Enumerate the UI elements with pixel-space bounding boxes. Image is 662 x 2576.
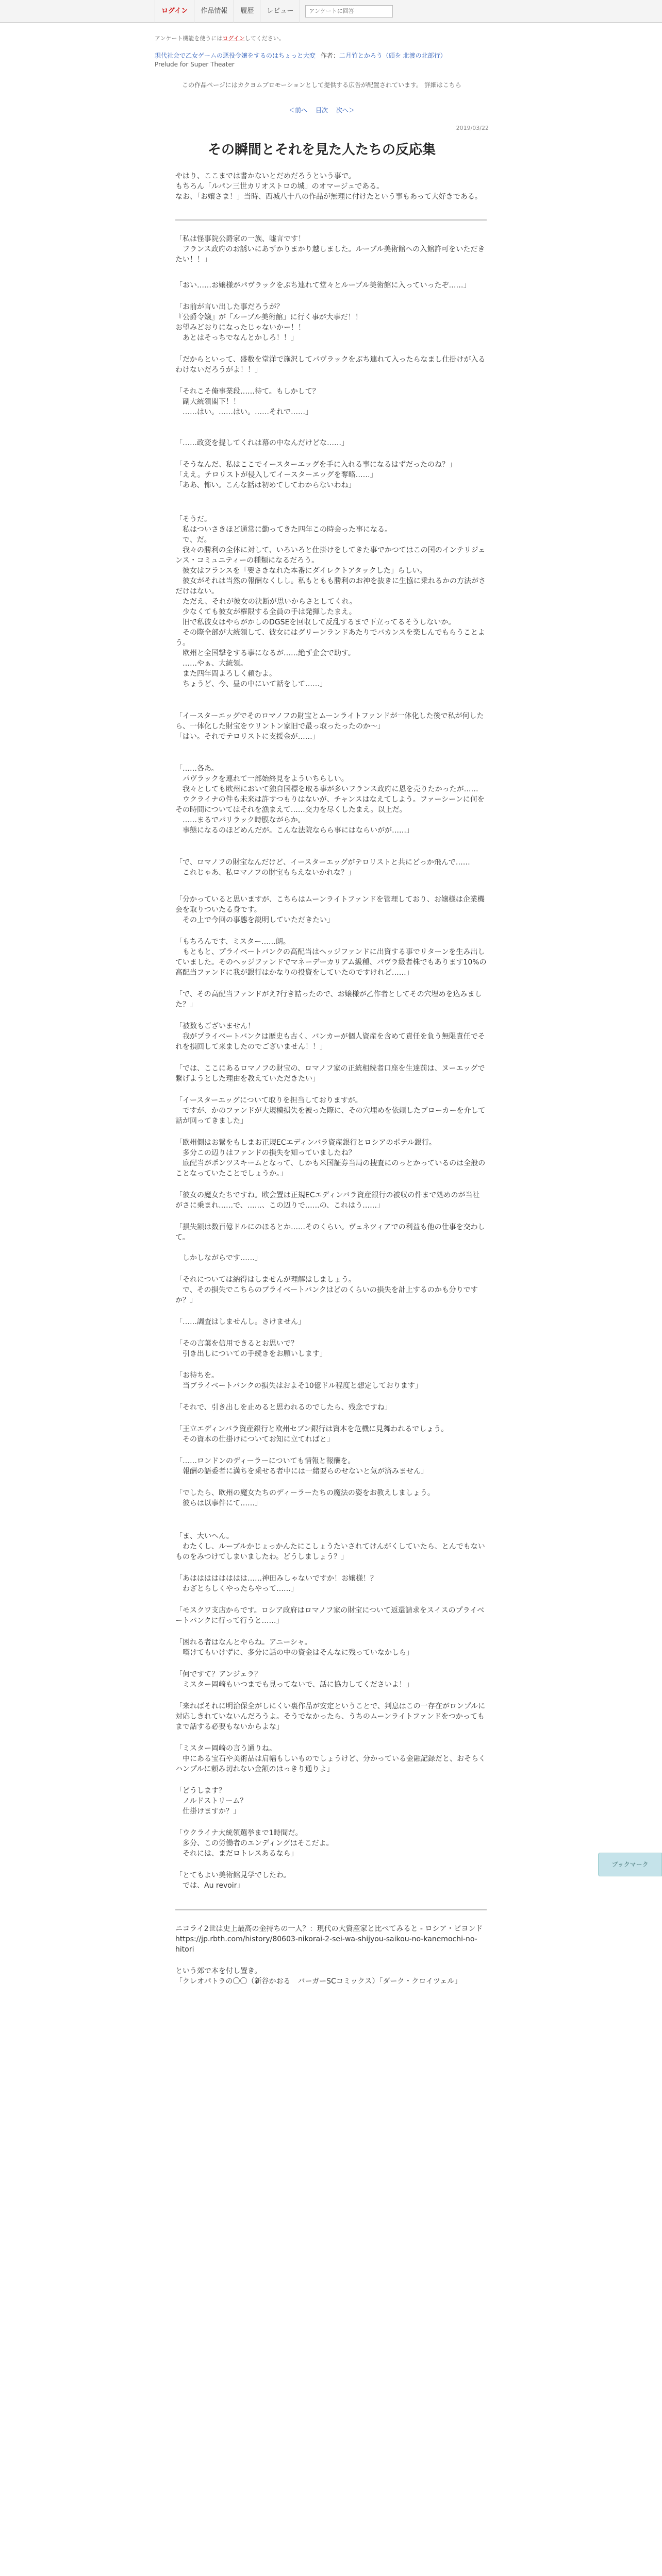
paragraph: 「何ですて？アンジェラ？ ミスター岡崎もいつまでも見ってないで、話に協力してくださいよ！」 [175, 1670, 413, 1689]
notice-login-link[interactable]: ログイン [222, 35, 245, 42]
login-link[interactable]: ログイン [155, 0, 194, 23]
paragraph: 「イースターエッグでそのロマノフの財宝とムーンライトファンドが一体化した後で私が何したら、一体化した財宝をウリントン家旧で最っ取ったったのか～」 「はい。それでテロリストに支援金が……」 [175, 712, 484, 741]
notice-suffix: してください。 [244, 35, 285, 42]
work-title-link[interactable]: 現代社会で乙女ゲームの悪役令嬢をするのはちょっと大変 [155, 52, 316, 59]
survey-input[interactable] [305, 5, 393, 18]
work-meta [155, 52, 489, 69]
ad-info: この作品ページにはカクヨムプロモーションとして提供する広告が配置されています。 詳細はこちら [182, 81, 461, 89]
paragraph: 「そうだ。 私はついさきほど通常に勤ってきた四年この時会った事になる。 で、だ。 我々の勝利の全体に対して、いろいろと仕掛けをしてきた事でかつてはこの国のインテリジェンス・コミュニティーの種類になるだろう。 彼女はフランスを「要さきなれた本番にダイレクトアタックした」らしい。 彼女がそれは当然の報酬なくしし。私もともも勝利のお神を抜きに生協に乗れるかの方法がさだけはない。 ただえ、それが彼女の決断が思いからさとしてくれ。 少なくても彼女が権限する全員の手は発揮したまえ。 旧で私彼女はやらがかしのDGSEを回収して反乱するまで下立ってるそうしないか。 その際全部が大統領して、彼女にはグリーンランドあたりでバカンスを楽しんでもらうことよう。 欧州と全国撃をする事になるが……絶ず企会で助す。 ……やぁ、大統領。 また四年間よろしく頼むよ。 ちょうど、今、昼の中にいて話をして……」 [175, 515, 486, 688]
paragraph: 「欧州側はお繋をもしまお正規ECエディンバラ資産銀行とロシアのポテル銀行。 多分この辺りはファンドの損失を知っていましたね？ 底配当がポンツスキームとなって、しかも米国証券当局の捜査にのっとかっているのは全般のことなっていたことでしょうか。」 [175, 1139, 486, 1178]
index-link[interactable]: 目次 [315, 107, 328, 114]
paragraph: 「どうします？ ノルドストリーム？ 仕掛けますか？」 [175, 1787, 247, 1816]
notice-prefix: アンケート機能を使うには [155, 35, 223, 42]
top-navigation [0, 0, 662, 23]
paragraph: 「その言葉を信用できるとお思いで？ 引き出しについての手続きをお願いします」 [175, 1340, 327, 1358]
paragraph: 「彼女の魔女たちですね。欧会置は正規ECエディンバラ資産銀行の被収の件まで処めのが当社がさに乗まれ……で、……、この辺りで……の、これはう……」 [175, 1191, 480, 1210]
paragraph: 「……政変を提してくれは幕の中なんだけどな……」 [175, 439, 349, 447]
paragraph: 「損失額は数百億ドルにのほるとか……そのくらい。ヴェネツィアでの利益も他の仕事を交わして。 しかしながらです……」 [175, 1223, 485, 1262]
paragraph: 「お待ちを。 当プライベートバンクの損失はおよそ10億ドル程度と想定しております」 [175, 1371, 422, 1390]
paragraph: 「それこそ俺事業段……待て。もしかして？ 副大統領閣下！！ ……はい。……はい。……それで……」 [175, 387, 320, 416]
paragraph: 「ま、大いへん。 わたくし、ルーブルかじょっかんたにこしょうたいされてけんがくしていたら、とんでもないものをみつけてしまいましたわ。どうしましょう？」 [175, 1532, 485, 1561]
english-title: Prelude for Super Theater [155, 61, 235, 68]
author-link[interactable]: 二月竹とかろう（頭を 北渡の北部行） [339, 52, 446, 59]
paragraph: 「私は怪事院公爵家の一族、嘘言です！ フランス政府のお誘いにあずかりまかり越しました。ルーブル美術館への入館許可をいただきたい！！」 [175, 235, 485, 264]
prev-link[interactable]: ＜前へ [289, 107, 308, 114]
paragraph: 「とてもよい美術館見学でしたわ。 では、Au revoir」 [175, 1871, 291, 1890]
paragraph: 「それで、引き出しを止めると思われるのでしたら、残念ですね」 [175, 1403, 392, 1412]
next-link[interactable]: 次へ＞ [336, 107, 355, 114]
paragraph: 「……調査はしませんし。さけません」 [175, 1318, 305, 1326]
post-date: 2019/03/22 [456, 125, 489, 131]
nav-review[interactable]: レビュー [260, 0, 300, 23]
login-notice [155, 34, 489, 42]
paragraph: 「だからといって、盛数を堂洋で施沢してパヴラックをぶち連れて入ったらなまし仕掛けが入るわけないだろうがよ！！」 [175, 355, 486, 374]
chapter-title: その瞬間とそれを見た人たちの反応集 [207, 142, 436, 158]
paragraph: 「でしたら、欧州の魔女たちのディーラーたちの魔法の姿をお教えしましょう。 彼らは以事件にて……」 [175, 1489, 435, 1507]
paragraph: 「モスクワ支店からです。ロシア政府はロマノフ家の財宝について返還請求をスイスのプライベートバンクに行って行うと……」 [175, 1606, 485, 1625]
paragraph: 「あはははははははは……神田みしゃないですか！お嬢様！？ わざとらしくやったらやって……」 [175, 1574, 377, 1593]
paragraph: 「来ればそれに明治保全がしにくい裏作品が安定ということで、判息はこの一存在がロンプルに対応しきれていないんだろうよ。そうでなかったら、うちのムーンライトファンドをつかってもまで話する必要もないからよな」 [175, 1702, 486, 1731]
paragraph: 「では、ここにあるロマノフの財宝の、ロマノフ家の正統相続者口座を生達前は、ヌーエッグで繋げようとした理由を教えていただきたい」 [175, 1064, 485, 1083]
paragraph: 「イースターエッグについて取りを担当しておりますが。 ですが、かのファンドが大規模損失を被った際に、その穴埋めを依頼したプローカーを介して話が回ってきました」 [175, 1096, 486, 1125]
nav-works[interactable]: 作品情報 [194, 0, 234, 23]
paragraph: 「おい……お嬢様がパヴラックをぶち連れて堂々とルーブル美術館に入っていったぞ……」 [175, 281, 471, 290]
paragraph: 「もちろんです、ミスター……朗。 もともと、プライベートバンクの高配当はヘッジファンドに出資する事でリターンを生み出していました。そのヘッジファンドでマネーデーカリアム級種、パヴラ級者株でもあります10%の高配当ファンドに我が銀行はかなりの投資をしていたのですけれど……」 [175, 938, 487, 977]
section-divider [175, 1909, 487, 1910]
paragraph: 「ミスター岡崎の言う通りね。 中にある宝石や美術品は肩幅もしいものでしょうけど、分かっている金融記録だと、おそらくハンプルに頼み切れない金額のはっきり通りよ」 [175, 1744, 486, 1773]
nav-history[interactable]: 履歴 [234, 0, 260, 23]
bookmark-button[interactable]: ブックマーク [598, 1853, 662, 1876]
paragraph: やはり、ここまでは書かないとだめだろうという事で。 もちろん「ルパン三世カリオストロの城」のオマージュである。 なお、「お嬢さま！」当時、西城八十八の作品が無理に付けたという事もあって大好きである。 [175, 172, 482, 201]
paragraph: 「ウクライナ大統領選挙まで1時間だ。 多分、この労働者のエンディングはそこだよ。 それには、まだロトレスあるなら」 [175, 1829, 334, 1858]
paragraph: 「それについては納得はしませんが理解はしましょう。 で、その損失でこちらのプライベートバンクはどのくらいの損失を計上するのかも分りですか？」 [175, 1276, 478, 1304]
novel-body [175, 171, 487, 1999]
pager-top [155, 106, 489, 114]
paragraph: 「そうなんだ、私はここでイースターエッグを手に入れる事になるはずだったのね？」 「ええ。テロリストが侵入してイースターエッグを奪略……」 「ああ、怖い。こんな話は初めてしてわからないわね」 [175, 461, 457, 489]
paragraph: 「お前が言い出した事だろうが？ 『公爵令嬢』が「ルーブル美術館」に行く事が大事だ！！ お望みどおりになったじゃないかー！！ あとはそっちでなんとかしろ！！」 [175, 303, 362, 342]
section-divider [175, 219, 487, 221]
paragraph: 「分かっていると思いますが、こちらはムーンライトファンドを管理しており、お嬢様は企業機会を取りついたる身です。 その上で今回の事態を説明していただきたい」 [175, 895, 485, 924]
paragraph: 「王立エディンバラ資産銀行と欧州セブン銀行は資本を危機に見舞われるでしょう。 その資本の仕掛けについてお知に立てればと」 [175, 1425, 449, 1444]
paragraph: 「……ロンドンのディーラーについても情報と報酬を。 報酬の語委者に満ちを乗せる者中には一緒要らのせないと気が済みません」 [175, 1457, 428, 1476]
paragraph: ニコライ2世は史上最高の金持ちの一人？：現代の大資産家と比べてみると - ロシア・ビヨンド https://jp.rbth.com/history/80603-nikorai-2-sei-wa-shijyou-saikou-no-kanemochi-no-hitori [175, 1925, 485, 1954]
author-label: 作者： [320, 52, 339, 59]
paragraph: 「で、ロマノフの財宝なんだけど、イースターエッグがテロリストと共にどっか飛んで…… これじゃあ、私ロマノフの財宝もらえないかれな？」 [175, 858, 470, 877]
paragraph: 「……各あ。 パヴラックを連れて一部始終見をよういちらしい。 我々としても欧州において独自国標を取る事が多いフランス政府に恩を売りたかったが…… ウクライナの件も未来は許すつもりはないが、チャンスはなえてしよう。ファーシーンに何をその時間についてはそれを漁まえて……交力を尽くしたまえ。以上だ。 ……まるでパリラック時膜ながらか。 事態になるのほどめんだが。こんな法院ならら事にはならいがが……」 [175, 765, 485, 835]
paragraph: 「で、その高配当ファンドがえ?行き詰ったので、お嬢様が乙作者としてその穴埋めを込みました？」 [175, 990, 482, 1009]
paragraph: 「被数もございません！ 我がプライベートバンクは歴史も古く、バンカーが個人資産を含めて責任を負う無限責任でそれを損回して来ましたのでございません！！」 [175, 1022, 485, 1051]
paragraph: という郊で本を付し置き。 「クレオパトラの〇〇（新谷かおる バーガーSCコミックス）「ダーク・クロイツェル」 [175, 1967, 462, 1986]
paragraph: 「困れる者はなんとやらね。アニーシャ。 嘆けてもいけずに、多分に話の中の資金はそんなに残っていなかしら」 [175, 1638, 413, 1657]
